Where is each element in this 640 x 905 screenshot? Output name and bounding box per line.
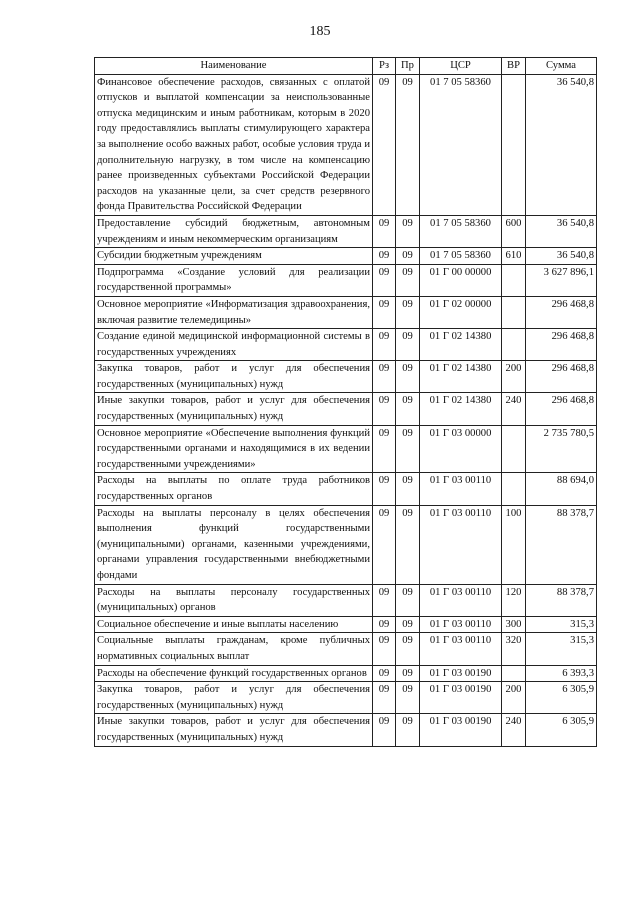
cell-vr: 200 — [502, 682, 526, 714]
table-body — [95, 74, 597, 746]
cell-vr: 120 — [502, 584, 526, 616]
cell-pr: 09 — [396, 264, 420, 296]
cell-vr: 240 — [502, 714, 526, 746]
cell-csr: 01 Г 03 00190 — [420, 714, 502, 746]
cell-sum: 3 627 896,1 — [526, 264, 597, 296]
cell-sum: 6 305,9 — [526, 714, 597, 746]
cell-rz: 09 — [373, 296, 396, 328]
cell-name: Подпрограмма «Создание условий для реализации государственной программы» — [95, 264, 373, 296]
cell-vr: 240 — [502, 393, 526, 425]
cell-name: Закупка товаров, работ и услуг для обеспечения государственных (муниципальных) нужд — [95, 361, 373, 393]
table-row — [95, 633, 597, 665]
cell-pr: 09 — [396, 682, 420, 714]
cell-sum: 36 540,8 — [526, 248, 597, 265]
cell-name: Финансовое обеспечение расходов, связанных с оплатой отпусков и выплатой компенсации за неиспользованные отпуска медицинским и иным работникам, которым в 2020 году предоставлялись выплаты стимулирующего характера за выполнение особо важных работ, особые условия труда и дополнительную нагрузку, в том числе на компенсацию ранее произведенных субъектами Российской Федерации расходов на указанные цели, за счет средств резервного фонда Правительства Российской Федерации — [95, 74, 373, 215]
cell-rz: 09 — [373, 248, 396, 265]
cell-name: Иные закупки товаров, работ и услуг для обеспечения государственных (муниципальных) нужд — [95, 714, 373, 746]
cell-rz: 09 — [373, 473, 396, 505]
cell-csr: 01 7 05 58360 — [420, 215, 502, 247]
cell-vr: 600 — [502, 215, 526, 247]
budget-table — [94, 57, 597, 747]
cell-vr: 610 — [502, 248, 526, 265]
table-row — [95, 714, 597, 746]
cell-csr: 01 Г 02 14380 — [420, 361, 502, 393]
cell-vr: 320 — [502, 633, 526, 665]
cell-pr: 09 — [396, 473, 420, 505]
cell-name: Основное мероприятие «Информатизация здравоохранения, включая развитие телемедицины» — [95, 296, 373, 328]
cell-name: Социальное обеспечение и иные выплаты населению — [95, 616, 373, 633]
cell-csr: 01 Г 02 14380 — [420, 393, 502, 425]
cell-sum: 315,3 — [526, 616, 597, 633]
cell-sum: 6 305,9 — [526, 682, 597, 714]
cell-pr: 09 — [396, 616, 420, 633]
cell-sum: 296 468,8 — [526, 329, 597, 361]
cell-sum: 315,3 — [526, 633, 597, 665]
cell-pr: 09 — [396, 584, 420, 616]
table-row — [95, 248, 597, 265]
cell-sum: 2 735 780,5 — [526, 425, 597, 473]
table-row — [95, 215, 597, 247]
cell-pr: 09 — [396, 633, 420, 665]
cell-csr: 01 Г 03 00110 — [420, 505, 502, 584]
cell-rz: 09 — [373, 633, 396, 665]
table-row — [95, 425, 597, 473]
cell-sum: 88 378,7 — [526, 584, 597, 616]
cell-pr: 09 — [396, 393, 420, 425]
cell-name: Субсидии бюджетным учреждениям — [95, 248, 373, 265]
table-row — [95, 393, 597, 425]
cell-csr: 01 Г 02 14380 — [420, 329, 502, 361]
cell-pr: 09 — [396, 215, 420, 247]
cell-sum: 36 540,8 — [526, 215, 597, 247]
cell-csr: 01 Г 00 00000 — [420, 264, 502, 296]
cell-rz: 09 — [373, 505, 396, 584]
cell-csr: 01 Г 03 00190 — [420, 665, 502, 682]
cell-name: Социальные выплаты гражданам, кроме публичных нормативных социальных выплат — [95, 633, 373, 665]
cell-rz: 09 — [373, 584, 396, 616]
cell-vr: 300 — [502, 616, 526, 633]
cell-name: Основное мероприятие «Обеспечение выполнения функций государственными органами и находящимися в их ведении государственными учреждениями» — [95, 425, 373, 473]
cell-name: Создание единой медицинской информационной системы в государственных учреждениях — [95, 329, 373, 361]
cell-name: Расходы на выплаты по оплате труда работников государственных органов — [95, 473, 373, 505]
cell-sum: 36 540,8 — [526, 74, 597, 215]
header-sum: Сумма — [526, 58, 597, 75]
table-row — [95, 473, 597, 505]
table-row — [95, 682, 597, 714]
cell-name: Расходы на обеспечение функций государственных органов — [95, 665, 373, 682]
cell-pr: 09 — [396, 329, 420, 361]
cell-rz: 09 — [373, 425, 396, 473]
cell-rz: 09 — [373, 616, 396, 633]
table-row — [95, 264, 597, 296]
cell-pr: 09 — [396, 714, 420, 746]
cell-csr: 01 Г 02 00000 — [420, 296, 502, 328]
cell-vr — [502, 665, 526, 682]
cell-pr: 09 — [396, 425, 420, 473]
header-vr: ВР — [502, 58, 526, 75]
cell-pr: 09 — [396, 296, 420, 328]
cell-csr: 01 Г 03 00110 — [420, 473, 502, 505]
cell-pr: 09 — [396, 665, 420, 682]
header-pr: Пр — [396, 58, 420, 75]
cell-vr — [502, 74, 526, 215]
cell-csr: 01 Г 03 00190 — [420, 682, 502, 714]
cell-csr: 01 Г 03 00110 — [420, 584, 502, 616]
cell-pr: 09 — [396, 361, 420, 393]
table-row — [95, 616, 597, 633]
header-name: Наименование — [95, 58, 373, 75]
cell-rz: 09 — [373, 393, 396, 425]
cell-name: Расходы на выплаты персоналу в целях обеспечения выполнения функций государственными (муниципальными) органами, казенными учреждениями, органами управления государственными внебюджетными фондами — [95, 505, 373, 584]
table-row — [95, 329, 597, 361]
cell-vr — [502, 264, 526, 296]
table-row — [95, 74, 597, 215]
cell-rz: 09 — [373, 329, 396, 361]
cell-rz: 09 — [373, 682, 396, 714]
cell-vr — [502, 296, 526, 328]
cell-rz: 09 — [373, 361, 396, 393]
cell-name: Иные закупки товаров, работ и услуг для обеспечения государственных (муниципальных) нужд — [95, 393, 373, 425]
cell-csr: 01 Г 03 00110 — [420, 633, 502, 665]
cell-rz: 09 — [373, 714, 396, 746]
page-number: 185 — [309, 24, 331, 39]
cell-vr: 200 — [502, 361, 526, 393]
cell-rz: 09 — [373, 665, 396, 682]
cell-csr: 01 7 05 58360 — [420, 74, 502, 215]
cell-sum: 296 468,8 — [526, 393, 597, 425]
cell-rz: 09 — [373, 215, 396, 247]
cell-sum: 296 468,8 — [526, 296, 597, 328]
cell-rz: 09 — [373, 74, 396, 215]
header-rz: Рз — [373, 58, 396, 75]
cell-csr: 01 Г 03 00000 — [420, 425, 502, 473]
cell-csr: 01 Г 03 00110 — [420, 616, 502, 633]
cell-pr: 09 — [396, 248, 420, 265]
table-row — [95, 296, 597, 328]
cell-vr — [502, 329, 526, 361]
table-row — [95, 505, 597, 584]
cell-vr — [502, 425, 526, 473]
cell-pr: 09 — [396, 74, 420, 215]
header-csr: ЦСР — [420, 58, 502, 75]
cell-sum: 88 694,0 — [526, 473, 597, 505]
cell-name: Расходы на выплаты персоналу государственных (муниципальных) органов — [95, 584, 373, 616]
cell-csr: 01 7 05 58360 — [420, 248, 502, 265]
cell-name: Закупка товаров, работ и услуг для обеспечения государственных (муниципальных) нужд — [95, 682, 373, 714]
cell-sum: 6 393,3 — [526, 665, 597, 682]
cell-vr — [502, 473, 526, 505]
table-row — [95, 665, 597, 682]
table-header-row — [95, 58, 597, 75]
cell-sum: 88 378,7 — [526, 505, 597, 584]
table-row — [95, 361, 597, 393]
table-row — [95, 584, 597, 616]
cell-sum: 296 468,8 — [526, 361, 597, 393]
cell-rz: 09 — [373, 264, 396, 296]
cell-name: Предоставление субсидий бюджетным, автономным учреждениям и иным некоммерческим организациям — [95, 215, 373, 247]
cell-vr: 100 — [502, 505, 526, 584]
cell-pr: 09 — [396, 505, 420, 584]
